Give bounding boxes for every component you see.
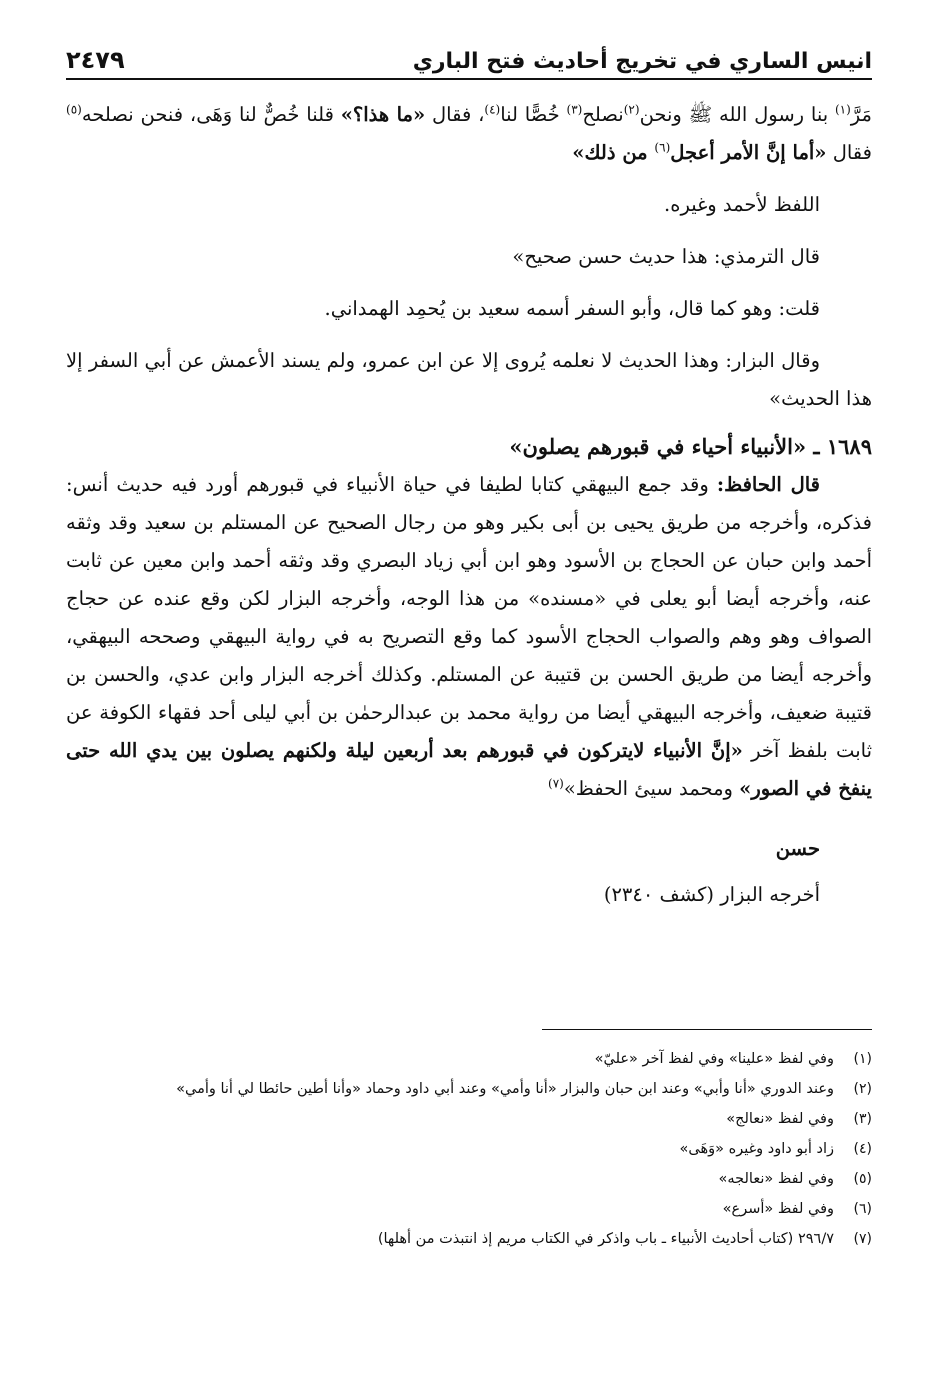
hadith-heading: ١٦٨٩ ـ «الأنبياء أحياء في قبورهم يصلون» (509, 434, 872, 459)
hafiz-commentary (66, 466, 872, 808)
footnote-number: (١) (853, 1051, 872, 1067)
footnote-ref-6[interactable]: (٦) (654, 140, 671, 155)
text-run: مَرَّ (850, 103, 872, 126)
footnote-text: زاد أبو داود وغيره «وَهَى» (679, 1141, 834, 1157)
footnote-number: (٢) (853, 1081, 872, 1097)
footnote-ref-3[interactable]: (٣) (566, 102, 583, 117)
footnote-number: (٥) (853, 1171, 872, 1187)
footnote-number: (٣) (853, 1111, 872, 1127)
quote-bold: «ما هذا؟» (340, 103, 426, 126)
page-number: ٢٤٧٩ (66, 46, 125, 74)
footnote-item (66, 1134, 872, 1164)
source-reference: أخرجه البزار (كشف ٢٣٤٠) (603, 883, 820, 906)
footnote-text: وفي لفظ «نعالجه» (718, 1171, 834, 1187)
footnote-divider (542, 1029, 872, 1030)
quote-bold: «أما إنَّ الأمر أعجل (670, 141, 827, 164)
text-run: خُصًّا لنا (500, 103, 567, 126)
footnote-item (66, 1224, 872, 1254)
footnote-number: (٦) (853, 1201, 872, 1217)
footnote-text: وفي لفظ «علينا» وفي لفظ آخر «عليّ» (594, 1051, 834, 1067)
quote-bold: من ذلك» (572, 141, 655, 164)
paragraph-lafz: اللفظ لأحمد وغيره. (664, 193, 820, 216)
footnote-ref-2[interactable]: (٢) (623, 102, 640, 117)
footnote-ref-4[interactable]: (٤) (484, 102, 501, 117)
footnote-text: ٢٩٦/٧ (كتاب أحاديث الأنبياء ـ باب واذكر في الكتاب مريم إذ انتبذت من أهلها) (377, 1231, 834, 1247)
text-run: قلنا خُصٌّ لنا وَهَى، فنحن نصلحه (81, 103, 341, 126)
text-run: ومحمد سيئ الحفظ» (563, 777, 740, 800)
footnote-number: (٤) (853, 1141, 872, 1157)
footnote-ref-7[interactable]: (٧) (548, 776, 564, 791)
text-run: وقد جمع البيهقي كتابا لطيفا في حياة الأنبياء في قبورهم أورد فيه حديث أنس: فذكره، وأخرجه من طريق يحيى بن أبى بكير وهو من رجال الصحيح عن المستلم بن سعيد وقد وثقه أحمد وابن حبان عن الحجاج بن الأسود وهو ابن أبي زياد البصري وقد وثقه أحمد وابن معين عن ثابت عنه، وأخرجه أيضا أبو يعلى في «مسنده» من هذا الوجه، وأخرجه البزار لكن وقع عنده عن حجاج الصواف وهو وهم والصواب الحجاج الأسود كما وقع التصريح به في رواية البيهقي وصححه البيهقي، وأخرجه أيضا من طريق الحسن بن قتيبة عن المستلم. وكذلك أخرجه البزار وابن عدي، والحسن بن قتيبة ضعيف، وأخرجه البيهقي أيضا من رواية محمد بن عبدالرحمٰن بن أبي ليلى أحد فقهاء الكوفة عن ثابت بلفظ آخر (66, 473, 873, 762)
text-run: فقال (826, 141, 872, 164)
hadith-grade: حسن (775, 837, 820, 860)
text-run: نصلح (582, 103, 624, 126)
footnote-text: وفي لفظ «نعالج» (726, 1111, 834, 1127)
paragraph-qultu: قلت: وهو كما قال، وأبو السفر أسمه سعيد بن يُحمِد الهمداني. (324, 297, 820, 320)
running-title: انيس الساري في تخريج أحاديث فتح الباري (412, 49, 872, 74)
text-run: ، فقال (425, 103, 485, 126)
paragraph-tirmidhi: قال الترمذي: هذا حديث حسن صحيح» (512, 245, 820, 268)
footnote-ref-5[interactable]: (٥) (66, 102, 82, 117)
footnote-item (66, 1164, 872, 1194)
footnote-text: وفي لفظ «أسرع» (722, 1201, 834, 1217)
quote-bold: «إنَّ الأنبياء لايتركون في قبورهم بعد أربعين ليلة ولكنهم يصلون بين يدي الله حتى ينفخ في الصور» (66, 739, 872, 800)
footnote-item (66, 1104, 872, 1134)
paragraph-bazzar: وقال البزار: وهذا الحديث لا نعلمه يُروى إلا عن ابن عمرو، ولم يسند الأعمش عن أبي السفر إلا هذا الحديث» (66, 349, 872, 410)
footnote-number: (٧) (853, 1231, 872, 1247)
page-body (66, 96, 872, 914)
footnotes (66, 1044, 872, 1254)
running-header (66, 30, 872, 80)
footnote-item (66, 1074, 872, 1104)
footnote-ref-1[interactable]: (١) (834, 102, 851, 117)
footnote-item (66, 1194, 872, 1224)
footnote-item (66, 1044, 872, 1074)
text-run: بنا رسول الله ﷺ ونحن (639, 103, 835, 126)
footnote-text: وعند الدوري «أنا وأبي» وعند ابن حبان والبزار «أنا وأمي» وعند أبي داود وحماد «وأنا أطين حائطا لي أنا وأمي» (176, 1081, 834, 1097)
hadith-text (66, 96, 872, 172)
hafiz-label: قال الحافظ: (716, 473, 820, 496)
